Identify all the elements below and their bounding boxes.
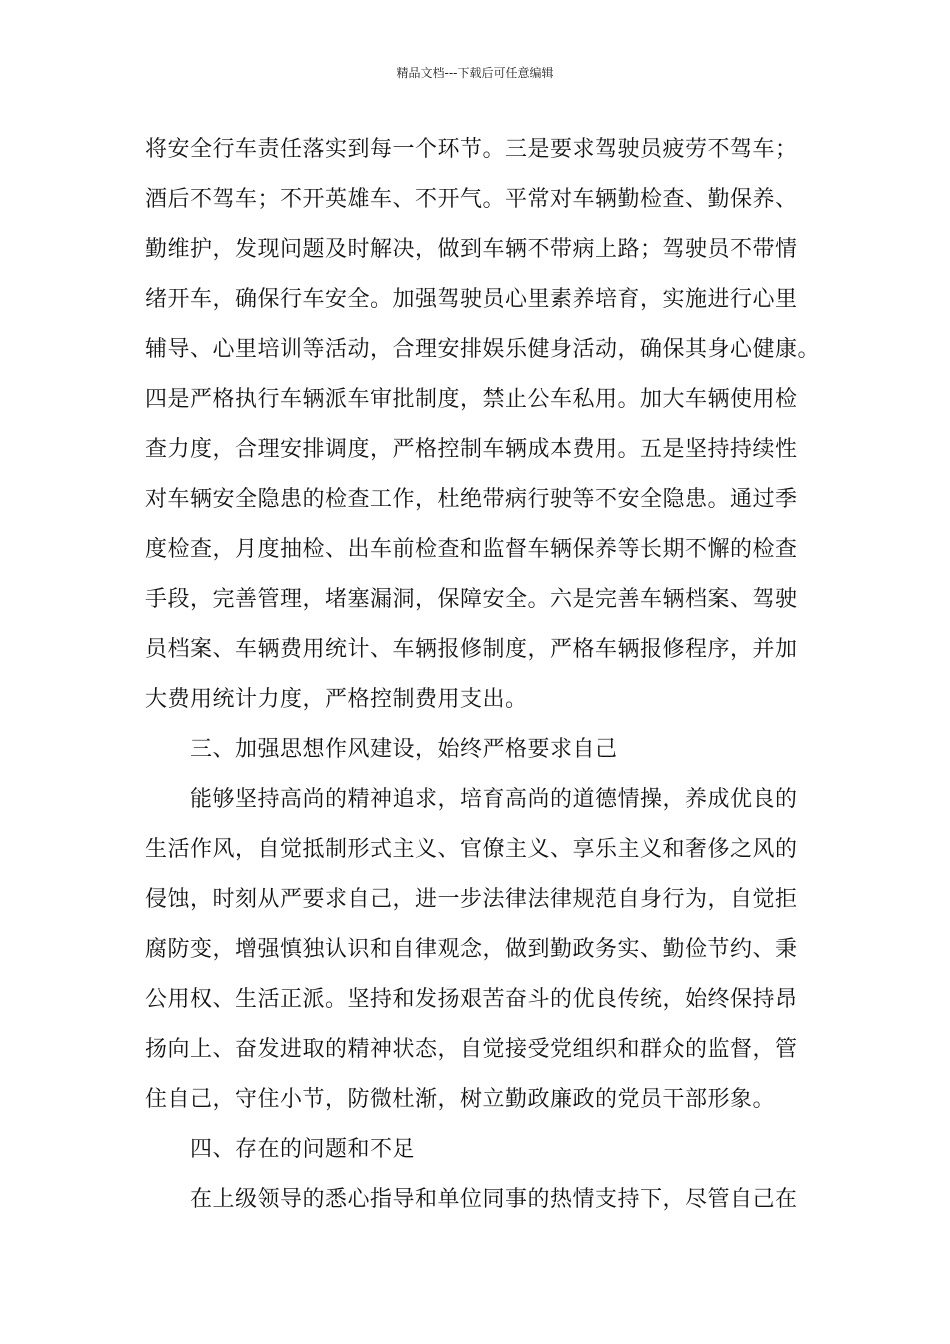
paragraph-first-line: 能够坚持高尚的精神追求，培育高尚的道德情操，养成优良的 [190,787,798,812]
body-line: 侵蚀，时刻从严要求自己，进一步法律法律规范自身行为，自觉拒 [145,887,798,912]
body-line: 度检查，月度抽检、出车前检查和监督车辆保养等长期不懈的检查 [145,537,798,562]
body-line: 腐防变，增强慎独认识和自律观念，做到勤政务实、勤俭节约、秉 [145,937,798,962]
body-line: 勤维护，发现问题及时解决，做到车辆不带病上路；驾驶员不带情 [145,237,798,262]
body-line: 大费用统计力度，严格控制费用支出。 [145,687,528,712]
body-line: 对车辆安全隐患的检查工作，杜绝带病行驶等不安全隐患。通过季 [145,487,798,512]
body-line: 手段，完善管理，堵塞漏洞，保障安全。六是完善车辆档案、驾驶 [145,587,798,612]
body-line: 将安全行车责任落实到每一个环节。三是要求驾驶员疲劳不驾车； [145,137,798,162]
body-line: 生活作风，自觉抵制形式主义、官僚主义、享乐主义和奢侈之风的 [145,837,798,862]
body-line: 员档案、车辆费用统计、车辆报修制度，严格车辆报修程序，并加 [145,637,798,662]
body-line: 公用权、生活正派。坚持和发扬艰苦奋斗的优良传统，始终保持昂 [145,987,798,1012]
body-line: 四是严格执行车辆派车审批制度，禁止公车私用。加大车辆使用检 [145,387,798,412]
body-line: 查力度，合理安排调度，严格控制车辆成本费用。五是坚持持续性 [145,437,798,462]
paragraph-first-line: 在上级领导的悉心指导和单位同事的热情支持下，尽管自己在 [190,1187,798,1212]
body-line: 扬向上、奋发进取的精神状态，自觉接受党组织和群众的监督，管 [145,1037,798,1062]
section-heading: 四、存在的问题和不足 [190,1137,416,1162]
body-line: 绪开车，确保行车安全。加强驾驶员心里素养培育，实施进行心里 [145,287,798,312]
page-header: 精品文档---下载后可任意编辑 [396,66,554,80]
body-line: 辅导、心里培训等活动，合理安排娱乐健身活动，确保其身心健康。 [145,337,821,362]
body-line: 酒后不驾车；不开英雄车、不开气。平常对车辆勤检查、勤保养、 [145,187,798,212]
section-heading: 三、加强思想作风建设，始终严格要求自己 [190,737,618,762]
body-line: 住自己，守住小节，防微杜渐，树立勤政廉政的党员干部形象。 [145,1087,776,1112]
